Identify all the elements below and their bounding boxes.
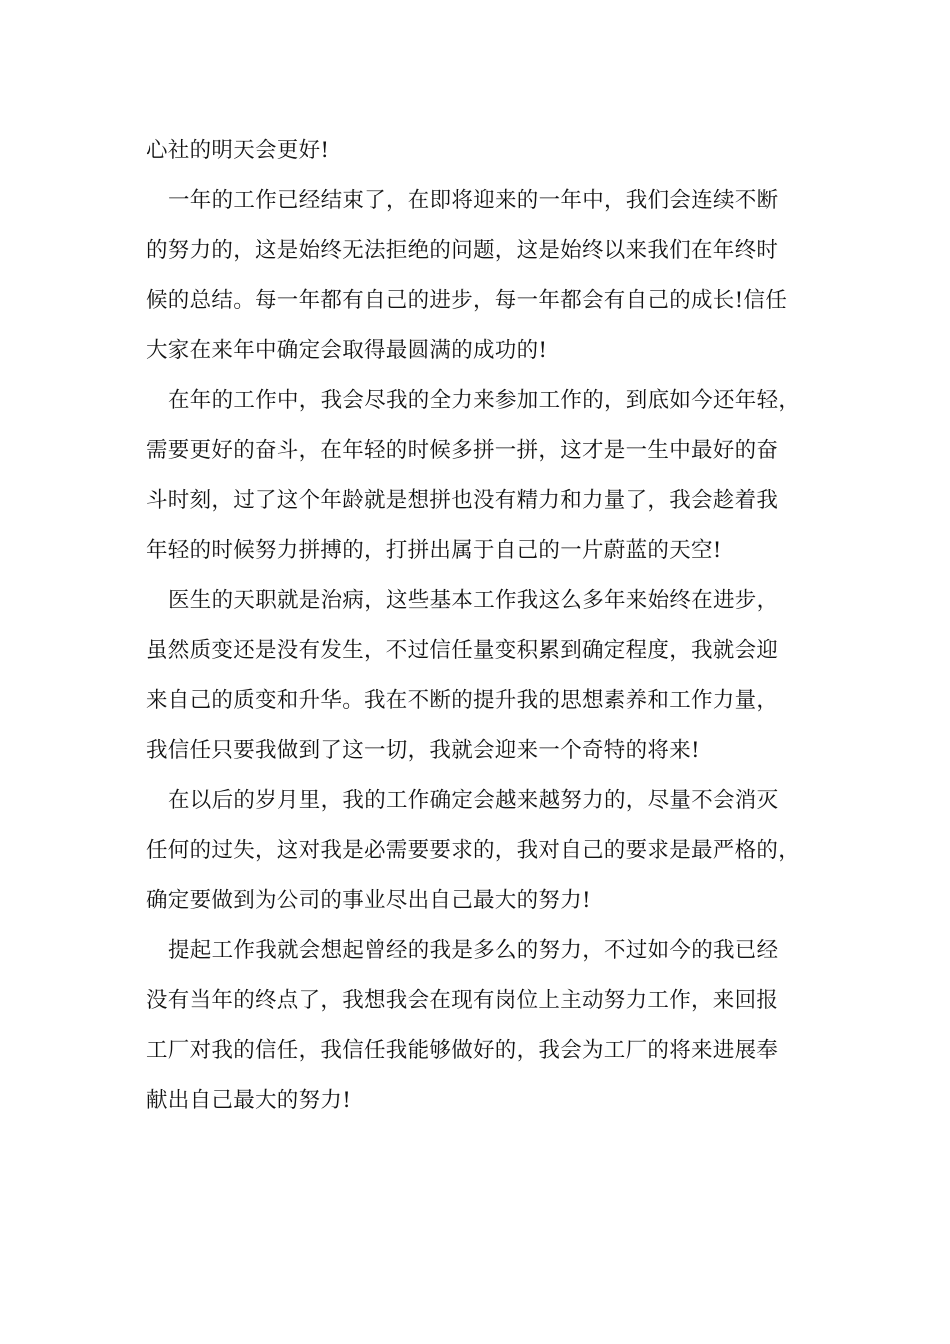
- text-line: 来自己的质变和升华。我在不断的提升我的思想素养和工作力量，: [146, 688, 779, 713]
- text-line: 的努力的，这是始终无法拒绝的问题，这是始终以来我们在年终时: [146, 238, 779, 263]
- text-line: 大家在来年中确定会取得最圆满的成功的!: [146, 338, 548, 363]
- text-line: 确定要做到为公司的事业尽出自己最大的努力!: [146, 888, 591, 913]
- text-line: 年轻的时候努力拼搏的，打拼出属于自己的一片蔚蓝的天空!: [146, 538, 722, 563]
- text-line: 候的总结。每一年都有自己的进步，每一年都会有自己的成长!信任: [146, 288, 788, 313]
- text-line: 需要更好的奋斗，在年轻的时候多拼一拼，这才是一生中最好的奋: [146, 438, 779, 463]
- paragraph-first-line: 在年的工作中，我会尽我的全力来参加工作的，到底如今还年轻，: [168, 388, 801, 413]
- text-line: 工厂对我的信任，我信任我能够做好的，我会为工厂的将来进展奉: [146, 1038, 779, 1063]
- text-line: 任何的过失，这对我是必需要要求的，我对自己的要求是最严格的，: [146, 838, 801, 863]
- paragraph-first-line: 一年的工作已经结束了，在即将迎来的一年中，我们会连续不断: [168, 188, 779, 213]
- text-line: 虽然质变还是没有发生，不过信任量变积累到确定程度，我就会迎: [146, 638, 779, 663]
- text-line: 心社的明天会更好!: [146, 138, 330, 163]
- paragraph-first-line: 在以后的岁月里，我的工作确定会越来越努力的，尽量不会消灭: [168, 788, 779, 813]
- text-line: 献出自己最大的努力!: [146, 1088, 352, 1113]
- paragraph-first-line: 提起工作我就会想起曾经的我是多么的努力，不过如今的我已经: [168, 938, 779, 963]
- text-line: 斗时刻，过了这个年龄就是想拼也没有精力和力量了，我会趁着我: [146, 488, 779, 513]
- paragraph-first-line: 医生的天职就是治病，这些基本工作我这么多年来始终在进步，: [168, 588, 779, 613]
- text-line: 没有当年的终点了，我想我会在现有岗位上主动努力工作，来回报: [146, 988, 779, 1013]
- text-line: 我信任只要我做到了这一切，我就会迎来一个奇特的将来!: [146, 738, 700, 763]
